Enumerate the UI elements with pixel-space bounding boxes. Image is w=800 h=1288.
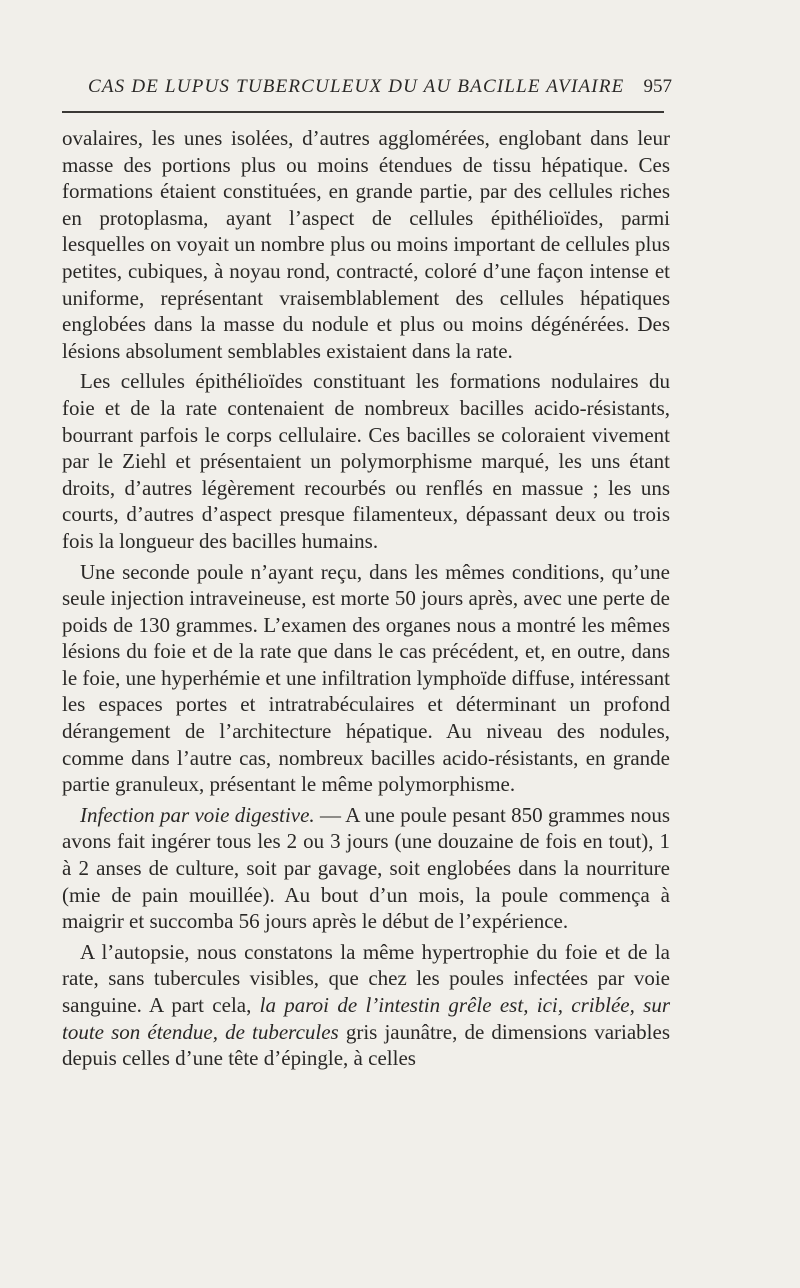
paragraph-5-italic: la paroi de l’intestin grêle est, ici, criblée, sur toute son étendue, de tubercules bbox=[62, 993, 670, 1044]
paragraph-5 bbox=[62, 939, 670, 1072]
paragraph-3-text: Une seconde poule n’ayant reçu, dans les mêmes conditions, qu’une seule injection intraveineuse, est morte 50 jours après, avec une perte de poids de 130 grammes. L’examen des organes nous a montré les mêmes lésions du foie et de la rate que dans le cas précédent, et, en outre, dans le foie, une hyperhémie et une infiltration lymphoïde diffuse, intéressant les espaces portes et intratrabéculaires et déterminant un profond dérangement de l’architecture hépatique. Au niveau des nodules, comme dans l’autre cas, nombreux bacilles acido-résistants, en grande partie granuleux, présentant le même polymorphisme. bbox=[62, 559, 670, 797]
paragraph-4-text: — A une poule pesant 850 grammes nous avons fait ingérer tous les 2 ou 3 jours (une douzaine de fois en tout), 1 à 2 anses de culture, soit par gavage, soit englobées dans la nourriture (mie de pain mouillée). Au bout d’un mois, la poule commença à maigrir et succomba 56 jours après le début de l’expérience. bbox=[62, 802, 670, 934]
paragraph-1 bbox=[62, 125, 670, 364]
paragraph-5-text-after: gris jaunâtre, de dimensions variables depuis celles d’une tête d’épingle, à celles bbox=[62, 1019, 670, 1071]
paragraph-2-text: Les cellules épithélioïdes constituant les formations nodulaires du foie et de la rate contenaient de nombreux bacilles acido-résistants, bourrant parfois le corps cellulaire. Ces bacilles se coloraient vivement par le Ziehl et présentaient un polymorphisme marqué, les uns étant droits, d’autres légèrement recourbés ou renflés en massue ; les uns courts, d’autres d’aspect presque filamenteux, dépassant deux ou trois fois la longueur des bacilles humains. bbox=[62, 369, 670, 553]
running-title: CAS DE LUPUS TUBERCULEUX DU AU BACILLE AVIAIRE bbox=[88, 76, 625, 97]
running-header bbox=[62, 76, 672, 102]
header-rule bbox=[62, 111, 664, 113]
section-heading-digestive: Infection par voie digestive. bbox=[80, 802, 315, 827]
paragraph-1-text: ovalaires, les unes isolées, d’autres agglomérées, englobant dans leur masse des portions plus ou moins étendues de tissu hépatique. Ces formations étaient constituées, en grande partie, par des cellules riches en protoplasma, ayant l’aspect de cellules épithélioïdes, parmi lesquelles on voyait un nombre plus ou moins important de cellules plus petites, cubiques, à noyau rond, contracté, coloré d’une façon intense et uniforme, représentant vraisemblablement des cellules hépatiques englobées dans la masse du nodule et plus ou moins dégénérées. Des lésions absolument semblables existaient dans la rate. bbox=[62, 126, 670, 363]
paragraph-4 bbox=[62, 802, 670, 935]
paragraph-2 bbox=[62, 368, 670, 554]
paragraph-5-text-before: A l’autopsie, nous constatons la même hypertrophie du foie et de la rate, sans tubercules visibles, que chez les poules infectées par voie sanguine. A part cela, bbox=[62, 939, 670, 1017]
body-text bbox=[62, 125, 670, 1072]
paragraph-3 bbox=[62, 559, 670, 798]
page-number: 957 bbox=[643, 76, 672, 97]
